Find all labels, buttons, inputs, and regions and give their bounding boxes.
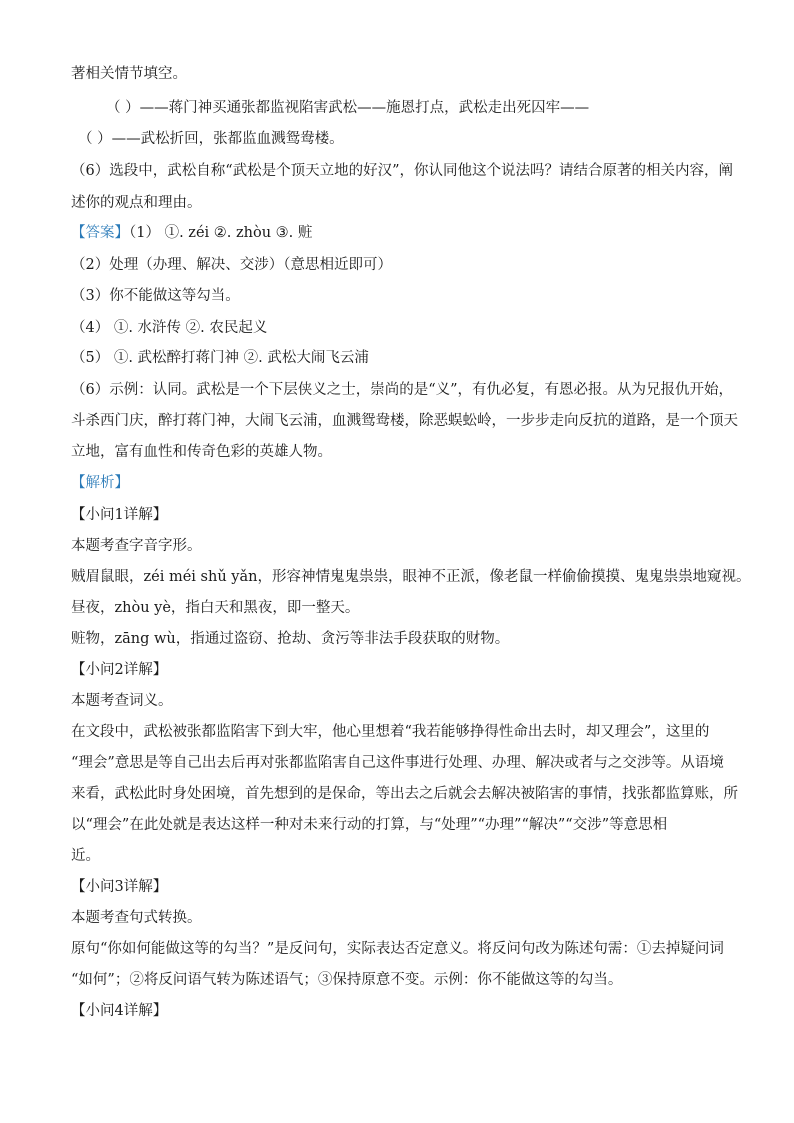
answer-6: （6）示例：认同。武松是一个下层侠义之士，崇尚的是“义”，有仇必复，有恩必报。从为兄报仇开始， bbox=[71, 382, 734, 398]
text-line: “理会”意思是等自己出去后再对张都监陷害自己这件事进行处理、办理、解决或者与之交涉等。从语境 bbox=[71, 755, 724, 771]
answer-2: （2）处理（办理、解决、交涉）（意思相近即可） bbox=[71, 257, 392, 273]
text-line: “如何”；②将反问语气转为陈述语气；③保持原意不变。示例：你不能做这等的勾当。 bbox=[71, 972, 623, 988]
answer-3: （3）你不能做这等勾当。 bbox=[71, 288, 240, 304]
text-line: 述你的观点和理由。 bbox=[71, 195, 202, 211]
text-line: 原句“你如何能做这等的勾当？”是反问句，实际表达否定意义。将反问句改为陈述句需：①去掉疑问词 bbox=[71, 941, 724, 957]
text-line: 本题考查词义。 bbox=[71, 693, 173, 709]
answer-4: （4） ①. 水浒传 ②. 农民起义 bbox=[71, 320, 268, 336]
fill-blank-line: （ ）——蒋门神买通张都监视陷害武松——施恩打点，武松走出死囚牢—— bbox=[106, 100, 590, 116]
text-line: 在文段中，武松被张都监陷害下到大牢，他心里想着“我若能够挣得性命出去时，却又理会”，这里的 bbox=[71, 724, 710, 740]
text-line: 本题考查句式转换。 bbox=[71, 910, 202, 926]
text-line: 赃物，zāng wù，指通过盗窃、抢劫、贪污等非法手段获取的财物。 bbox=[71, 631, 510, 647]
analysis-label: 【解析】 bbox=[71, 475, 129, 491]
text-line: 近。 bbox=[71, 848, 100, 864]
text-line: 贼眉鼠眼，zéi méi shǔ yǎn，形容神情鬼鬼祟祟，眼神不正派，像老鼠一样偷偷摸摸、鬼鬼祟祟地窥视。 bbox=[71, 569, 751, 585]
fill-blank-line: （ ）——武松折回，张都监血溅鸳鸯楼。 bbox=[78, 131, 344, 147]
q1-heading: 【小问1详解】 bbox=[71, 507, 168, 523]
text-line: 昼夜，zhòu yè，指白天和黑夜，即一整天。 bbox=[71, 600, 360, 616]
q4-heading: 【小问4详解】 bbox=[71, 1003, 168, 1019]
answer-1: （1） ①. zéi ②. zhòu ③. 赃 bbox=[129, 225, 313, 241]
text-line: 本题考查字音字形。 bbox=[71, 538, 202, 554]
answer-6-cont: 立地，富有血性和传奇色彩的英雄人物。 bbox=[71, 444, 332, 460]
text-line: 著相关情节填空。 bbox=[71, 66, 187, 82]
text-line: 以“理会”在此处就是表达这样一种对未来行动的打算，与“处理”“办理”“解决”“交涉”等意思相 bbox=[71, 817, 668, 833]
text-line: 来看，武松此时身处困境，首先想到的是保命，等出去之后就会去解决被陷害的事情，找张都监算账，所 bbox=[71, 786, 738, 802]
answer-5: （5） ①. 武松醉打蒋门神 ②. 武松大闹飞云浦 bbox=[71, 350, 369, 366]
answer-6-cont: 斗杀西门庆，醉打蒋门神，大闹飞云浦，血溅鸳鸯楼，除恶蜈蚣岭，一步步走向反抗的道路，是一个顶天 bbox=[71, 413, 738, 429]
question-6: （6）选段中，武松自称“武松是个顶天立地的好汉”，你认同他这个说法吗？请结合原著的相关内容，阐 bbox=[71, 163, 734, 179]
q2-heading: 【小问2详解】 bbox=[71, 662, 168, 678]
q3-heading: 【小问3详解】 bbox=[71, 879, 168, 895]
answer-label: 【答案】 bbox=[71, 225, 129, 241]
